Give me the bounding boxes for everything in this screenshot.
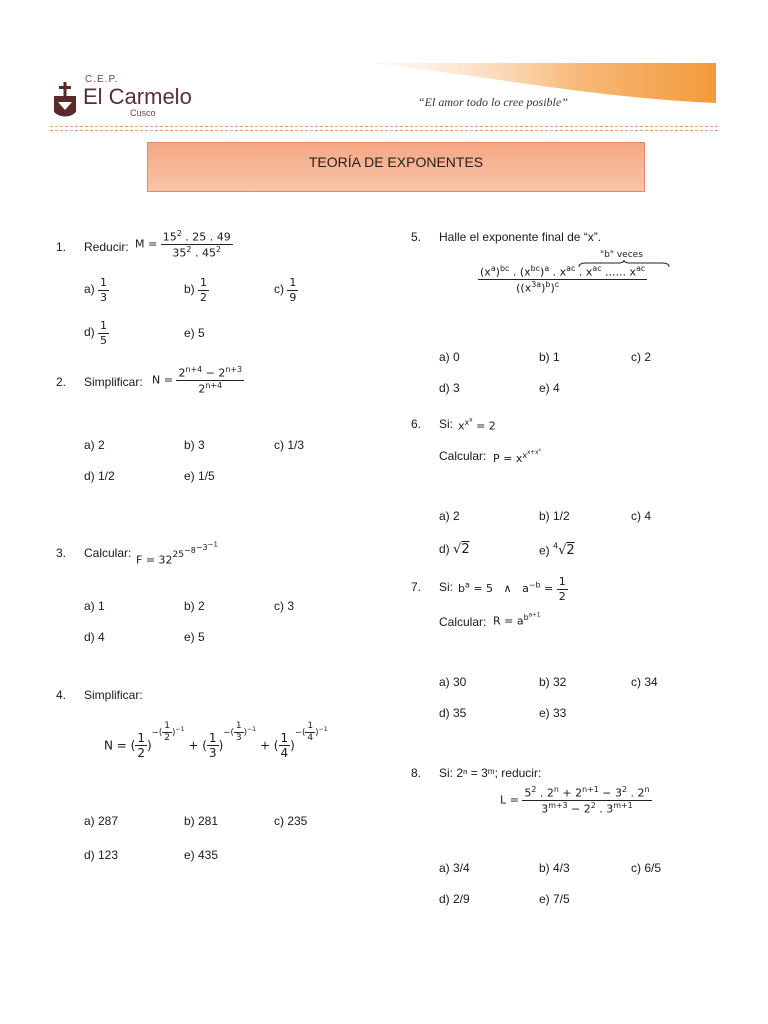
option-c[interactable]: c) 6/5 [631, 861, 662, 875]
option-d[interactable]: d) 3 [439, 381, 460, 395]
option-c[interactable]: c) 235 [274, 814, 308, 828]
option-c[interactable]: c) 34 [631, 675, 658, 689]
option-c[interactable]: c) 4 [631, 509, 652, 523]
problem-label-2: Calcular: [439, 615, 487, 629]
option-d[interactable]: d) $\frac{1}{5}$ [84, 319, 108, 347]
header-divider [50, 126, 718, 127]
option-e[interactable]: e) $^4$√2 [539, 542, 575, 559]
option-b[interactable]: b) 3 [184, 438, 205, 452]
formula-r: $R = a^{b^{a+1}}$ [493, 612, 541, 628]
option-a[interactable]: a) 2 [84, 438, 105, 452]
option-e[interactable]: e) 5 [184, 326, 205, 340]
option-b[interactable]: b) 2 [184, 599, 205, 613]
problem-label: Simplificar: [84, 375, 143, 389]
option-a[interactable]: a) 1 [84, 599, 105, 613]
option-b[interactable]: b) 1 [539, 350, 560, 364]
formula-p: $P = x^{x^{x+x^x}}$ [493, 447, 541, 466]
option-a[interactable]: a) 287 [84, 814, 119, 828]
problem-label: Calcular: [84, 546, 132, 560]
option-d[interactable]: d) 2/9 [439, 892, 470, 906]
title-box [147, 142, 645, 192]
problem-number: 4. [56, 688, 67, 702]
option-a[interactable]: a) 3/4 [439, 861, 470, 875]
motto: “El amor todo lo cree posible” [418, 95, 568, 109]
option-c[interactable]: c) 1/3 [274, 438, 305, 452]
option-b[interactable]: b) 32 [539, 675, 567, 689]
problem-number: 1. [56, 240, 67, 254]
problem-label: Halle el exponente final de “x”. [439, 230, 602, 244]
option-b[interactable]: b) 4/3 [539, 861, 570, 875]
formula-n4: N = ( $\frac{1}{2}$ )$^{-( \frac{1}{2} )^{-1}}$ + ( $\frac{1}{3}$ )$^{-( \frac{1}{3} )^{-1}}$ + ( $\frac{1}{4}$ )$^{-( \frac{1}{4} )^{-1}}$ [104, 721, 328, 761]
option-a[interactable]: a) $\frac{1}{3}$ [84, 276, 108, 304]
option-d[interactable]: d) 123 [84, 848, 119, 862]
option-c[interactable]: c) $\frac{1}{9}$ [274, 276, 297, 304]
header-divider-2 [50, 130, 718, 131]
option-a[interactable]: a) 2 [439, 509, 460, 523]
page-title: TEORÍA DE EXPONENTES [308, 154, 484, 170]
option-d[interactable]: d) √2 [439, 542, 470, 557]
option-e[interactable]: e) 1/5 [184, 469, 215, 483]
formula-exponent: $\frac{(x^a)^{bc} . (x^{bc})^a . x^{ac} . x^{ac} ...... x^{ac}}{((x^{3a})^b)^c}$ [480, 264, 646, 295]
formula-f: $F = 32^{25^{-8^{-3^{-1}}}}$ [136, 540, 218, 567]
option-a[interactable]: a) 0 [439, 350, 460, 364]
option-e[interactable]: e) 4 [539, 381, 560, 395]
option-e[interactable]: e) 7/5 [539, 892, 570, 906]
option-b[interactable]: b) 281 [184, 814, 219, 828]
option-c[interactable]: c) 2 [631, 350, 652, 364]
logo-city: Cusco [130, 108, 156, 118]
option-e[interactable]: e) 435 [184, 848, 219, 862]
problem-number: 3. [56, 546, 67, 560]
option-a[interactable]: a) 30 [439, 675, 467, 689]
problem-number: 8. [411, 766, 422, 780]
option-d[interactable]: d) 1/2 [84, 469, 115, 483]
problem-label: Si: [439, 417, 454, 431]
problem-number: 6. [411, 417, 422, 431]
formula-n: N = $\frac{2^{n+4} - 2^{n+3}}{2^{n+4}}$ [152, 365, 243, 396]
formula-given: $b^a = 5$ ∧ $a^{-b}$ = $\frac{1}{2}$ [458, 575, 566, 603]
problem-label: Simplificar: [84, 688, 143, 702]
brace-label: "b" veces [600, 250, 643, 260]
option-b[interactable]: b) 1/2 [539, 509, 570, 523]
school-logo [50, 74, 210, 124]
formula-given: $x^{x^x} = 2$ [458, 417, 496, 433]
problem-number: 7. [411, 580, 422, 594]
option-e[interactable]: e) 33 [539, 706, 567, 720]
option-c[interactable]: c) 3 [274, 599, 295, 613]
problem-label: Si: 2ⁿ = 3ᵐ; reducir: [439, 766, 542, 780]
problem-label-2: Calcular: [439, 449, 487, 463]
formula-m: M = $\frac{15^2 . 25 . 49}{35^2 . 45^2}$ [135, 229, 231, 260]
logo-name: El Carmelo [83, 84, 192, 109]
logo-emblem-icon [50, 76, 80, 118]
option-d[interactable]: d) 4 [84, 630, 105, 644]
problem-label: Si: [439, 580, 454, 594]
option-d[interactable]: d) 35 [439, 706, 467, 720]
problem-label: Reducir: [84, 240, 129, 254]
problem-number: 2. [56, 375, 67, 389]
option-b[interactable]: b) $\frac{1}{2}$ [184, 276, 208, 304]
logo-cep: C.E.P. [85, 74, 119, 85]
formula-l: L = $\frac{5^2 . 2^n + 2^{n+1} - 3^2 . 2^n}{3^{m+3} - 2^2 . 3^{m+1}}$ [500, 785, 650, 816]
problem-number: 5. [411, 230, 422, 244]
option-e[interactable]: e) 5 [184, 630, 205, 644]
